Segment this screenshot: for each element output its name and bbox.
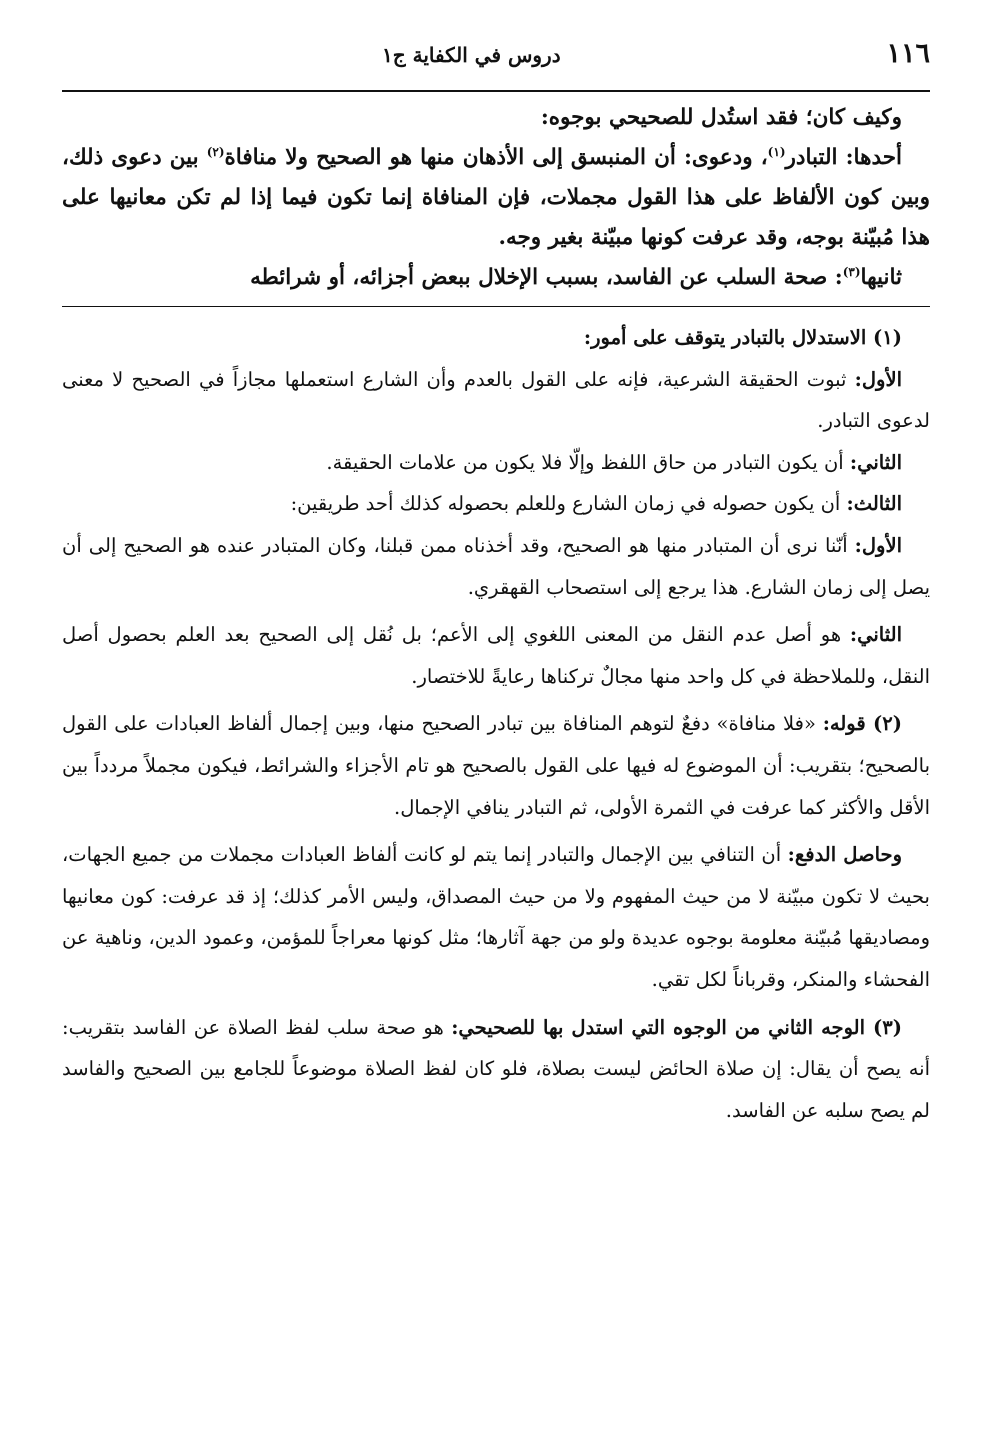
footnote-3-text: هو صحة سلب لفظ الصلاة عن الفاسد بتقريب: أنه يصح أن يقال: إن صلاة الحائض ليست بصلاة، فلو كان لفظ الصلاة موضوعاً للجامع بين الصحيح والفاسد لم يصح سلبه عن الفاسد. xyxy=(62,1015,930,1122)
footnote-1-way-1 xyxy=(62,525,930,608)
footnotes xyxy=(62,317,930,1131)
main-paragraph-1: وكيف كان؛ فقد استُدل للصحيحي بوجوه: xyxy=(540,105,902,130)
footnote-ref-2[interactable]: (٢) xyxy=(206,144,225,159)
main-text xyxy=(62,92,930,298)
way-2-keyword: الثاني: xyxy=(849,623,902,647)
first-keyword: الأول: xyxy=(854,367,902,391)
second-proof-text: : صحة السلب عن الفاسد، بسبب الإخلال ببعض أجزائه، أو شرائطه xyxy=(250,265,843,290)
first-proof-text-b: بين دعوى ذلك، وبين كون الألفاظ على هذا القول مجملات، فإن المنافاة إنما تكون فيما إذا لم تكن معانيها على هذا مُبيّنة بوجه، وقد عرفت كونها مبيّنة بغير وجه. xyxy=(62,145,930,250)
way-1-keyword: الأول: xyxy=(854,533,902,557)
first-text: ثبوت الحقيقة الشرعية، فإنه على القول بالعدم وأن الشارع استعملها مجازاً في الصحيح لا معنى لدعوى التبادر. xyxy=(62,367,930,433)
answer-keyword: وحاصل الدفع: xyxy=(787,843,902,867)
second-proof-label: ثانيها xyxy=(860,265,902,290)
footnote-2-keyword: (٢) قوله: xyxy=(822,712,902,736)
footnote-2 xyxy=(62,703,930,828)
footnote-1-third xyxy=(62,483,930,525)
footnote-2-answer xyxy=(62,834,930,1000)
footnote-2-text: «فلا منافاة» دفعٌ لتوهم المنافاة بين تبادر الصحيح منها، وبين إجمال ألفاظ العبادات على القول بالصحيح؛ بتقريب: أن الموضوع له فيها على القول بالصحيح هو تام الأجزاء والشرائط، فيكون مجملاً مردداً بين الأقل والأكثر كما عرفت في الثمرة الأولى، ثم التبادر ينافي الإجمال. xyxy=(62,712,930,819)
way-1-text: أنّنا نرى أن المتبادر منها هو الصحيح، وقد أخذناه ممن قبلنا، وكان المتبادر عنده هو الصحيح إلى أن يصل إلى زمان الشارع. هذا يرجع إلى استصحاب القهقري. xyxy=(62,533,930,599)
book-page xyxy=(62,38,930,1131)
main-paragraph-3 xyxy=(62,258,930,298)
third-keyword: الثالث: xyxy=(846,492,902,516)
footnote-ref-1[interactable]: (١) xyxy=(767,144,786,159)
footnote-ref-3[interactable]: (٣) xyxy=(842,264,861,279)
footnote-1-first xyxy=(62,359,930,442)
first-proof-label: أحدها: التبادر xyxy=(785,145,902,170)
footnote-separator xyxy=(62,306,930,307)
second-text: أن يكون التبادر من حاق اللفظ وإلّا فلا يكون من علامات الحقيقة. xyxy=(326,450,850,474)
book-title: دروس في الكفاية ج١ xyxy=(382,43,561,67)
answer-text: أن التنافي بين الإجمال والتبادر إنما يتم لو كانت ألفاظ العبادات مجملات من جميع الجهات، بحيث لا تكون مبيّنة لا من حيث المفهوم ولا من حيث المصداق، وليس الأمر كذلك؛ إذ قد عرفت: كون معانيها ومصاديقها مُبيّنة معلومة بوجوه عديدة ولو من جهة آثارها؛ مثل كونها معراجاً للمؤمن، وعمود الدين، وناهية عن الفحشاء والمنكر، وقرباناً لكل تقي. xyxy=(62,843,930,991)
main-paragraph-2 xyxy=(62,138,930,258)
footnote-3 xyxy=(62,1007,930,1132)
footnote-1-second xyxy=(62,442,930,484)
footnote-1-title: (١) الاستدلال بالتبادر يتوقف على أمور: xyxy=(583,326,902,349)
second-keyword: الثاني: xyxy=(849,450,902,474)
running-header xyxy=(62,38,930,88)
way-2-text: هو أصل عدم النقل من المعنى اللغوي إلى الأعم؛ بل نُقل إلى الصحيح بعد العلم بحصول أصل النقل، وللملاحظة في كل واحد منها مجالٌ تركناها رعايةً للاختصار. xyxy=(62,623,930,688)
page-number: ١١٦ xyxy=(886,38,930,69)
footnote-3-keyword: (٣) الوجه الثاني من الوجوه التي استدل بها للصحيحي: xyxy=(451,1015,902,1039)
third-text: أن يكون حصوله في زمان الشارع وللعلم بحصوله كذلك أحد طريقين: xyxy=(290,492,847,516)
footnote-1-way-2 xyxy=(62,614,930,697)
first-proof-text-a: ، ودعوى: أن المنبسق إلى الأذهان منها هو الصحيح ولا منافاة xyxy=(224,145,768,170)
